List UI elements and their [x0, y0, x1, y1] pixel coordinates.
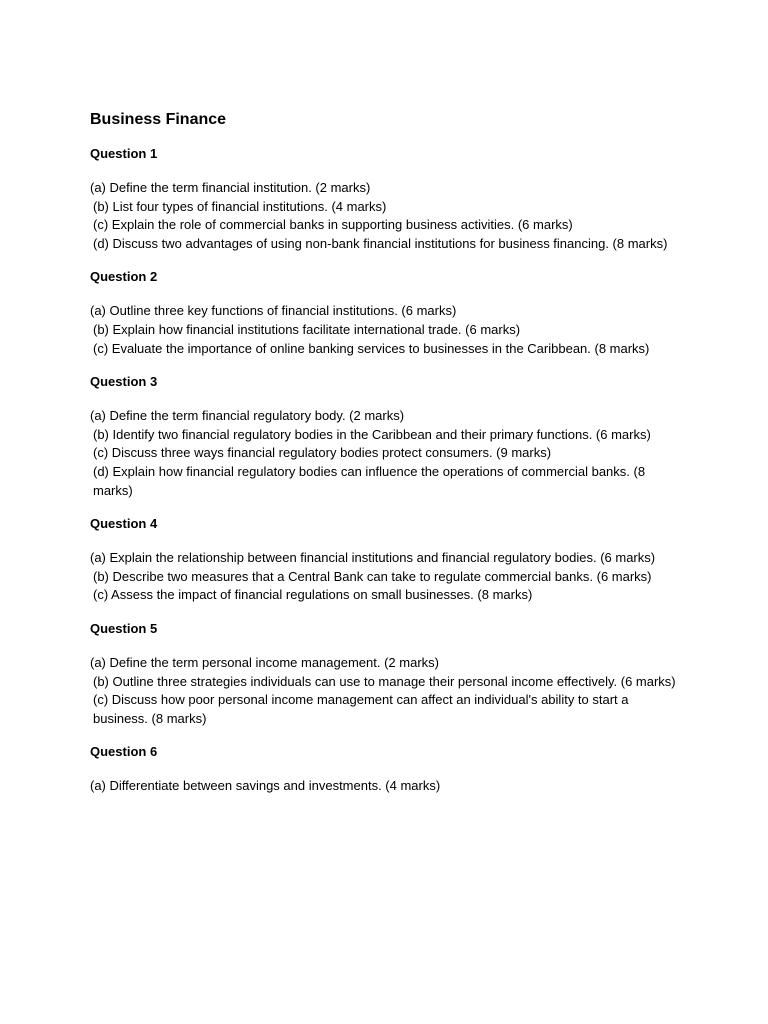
- question-part: (d) Explain how financial regulatory bodies can influence the operations of commercial banks. (8 marks): [93, 463, 646, 498]
- question-part: (b) List four types of financial institutions. (4 marks): [93, 198, 387, 214]
- document-page: [90, 109, 680, 811]
- question-6: [90, 743, 680, 796]
- question-part: (b) Describe two measures that a Central Bank can take to regulate commercial banks. (6 marks): [93, 568, 652, 584]
- question-part: (d) Discuss two advantages of using non-bank financial institutions for business financing. (8 marks): [93, 235, 668, 251]
- question-heading: Question 6: [90, 744, 158, 760]
- question-heading: Question 4: [90, 516, 158, 532]
- question-5: [90, 620, 680, 728]
- document-title: Business Finance: [90, 111, 227, 128]
- question-2: [90, 268, 680, 358]
- question-part: (c) Discuss how poor personal income management can affect an individual's ability to start a business. (8 marks): [93, 692, 629, 726]
- question-heading: Question 5: [90, 620, 158, 636]
- question-4: [90, 515, 680, 605]
- question-part: (c) Assess the impact of financial regulations on small businesses. (8 marks): [93, 587, 533, 603]
- question-1: [90, 145, 680, 253]
- question-part: (c) Evaluate the importance of online banking services to businesses in the Caribbean. (8 marks): [93, 340, 650, 356]
- question-part: (a) Explain the relationship between financial institutions and financial regulatory bodies. (6 marks): [90, 550, 656, 566]
- question-part: (b) Identify two financial regulatory bodies in the Caribbean and their primary functions. (6 marks): [93, 426, 651, 442]
- question-part: (a) Differentiate between savings and investments. (4 marks): [90, 778, 441, 794]
- question-3: [90, 373, 680, 500]
- question-part: (a) Define the term financial regulatory body. (2 marks): [90, 408, 405, 424]
- question-part: (a) Define the term financial institution. (2 marks): [90, 180, 371, 195]
- question-heading: Question 3: [90, 374, 158, 390]
- question-part: (a) Outline three key functions of financial institutions. (6 marks): [90, 303, 457, 319]
- question-part: (b) Outline three strategies individuals can use to manage their personal income effectively. (6 marks): [93, 673, 676, 689]
- question-part: (c) Explain the role of commercial banks in supporting business activities. (6 marks): [93, 217, 573, 233]
- question-heading: Question 2: [90, 269, 158, 285]
- question-part: (c) Discuss three ways financial regulatory bodies protect consumers. (9 marks): [93, 445, 552, 461]
- question-part: (b) Explain how financial institutions facilitate international trade. (6 marks): [93, 321, 521, 337]
- question-heading: Question 1: [90, 146, 158, 161]
- question-part: (a) Define the term personal income management. (2 marks): [90, 654, 439, 670]
